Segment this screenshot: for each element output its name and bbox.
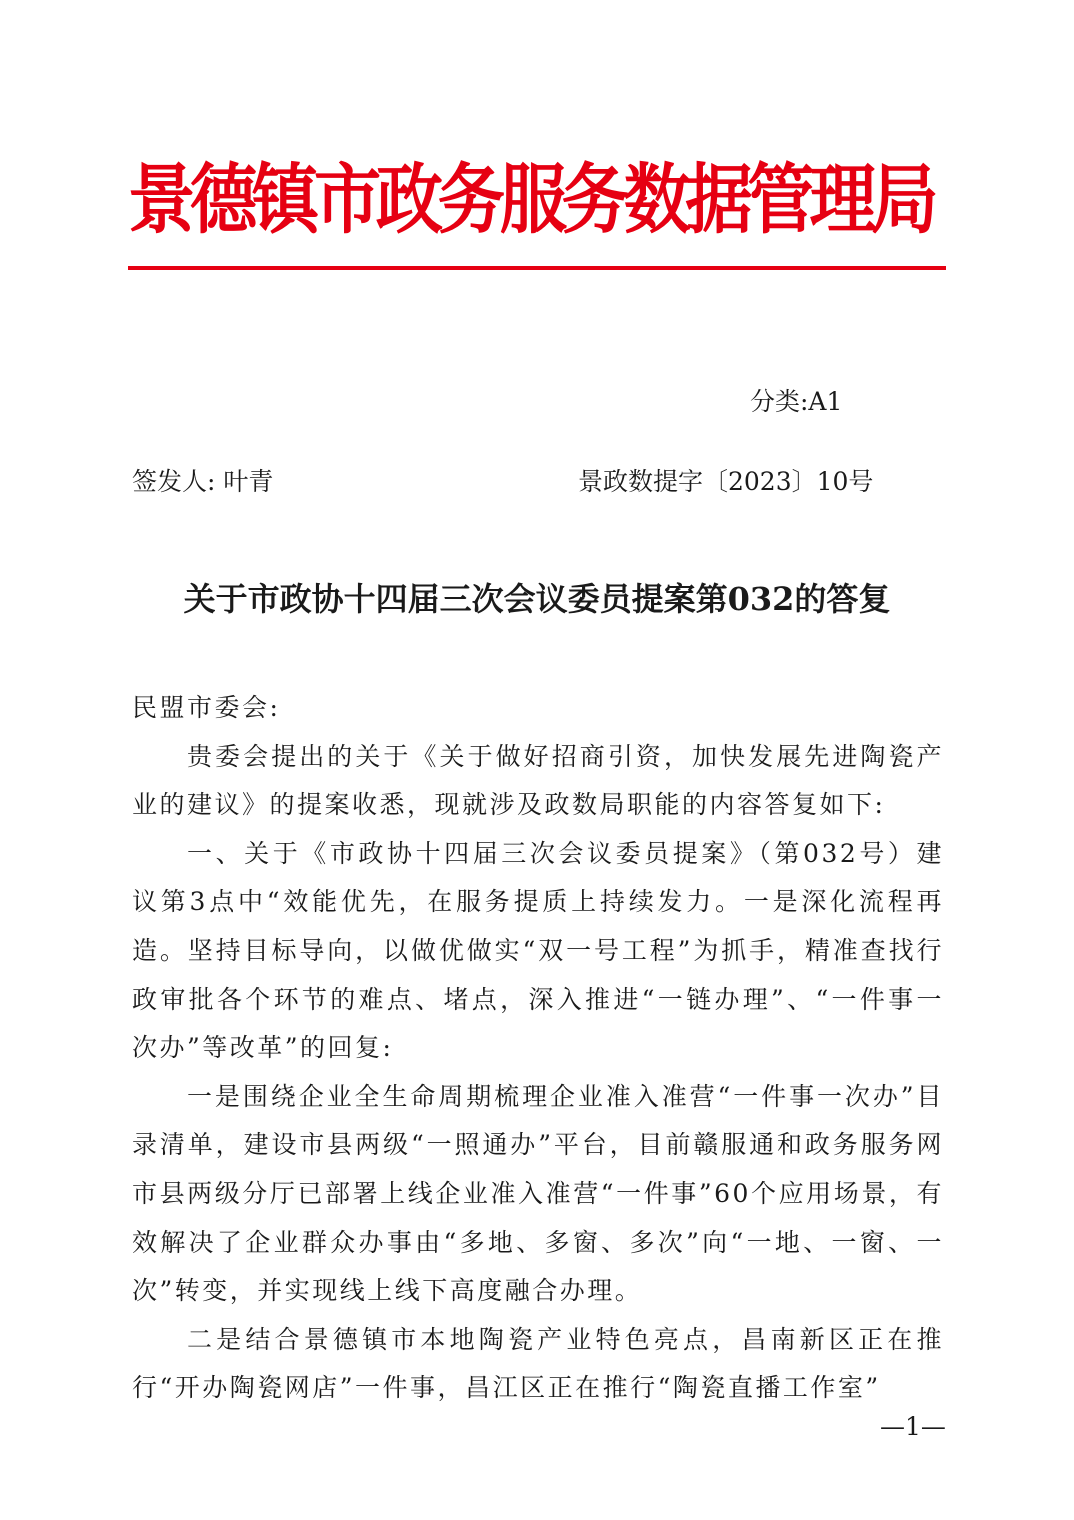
classification-label: 分类:A1 (750, 387, 843, 416)
document-title: 关于市政协十四届三次会议委员提案第032的答复 (183, 580, 891, 618)
agency-name-header: 景德镇市政务服务数据管理局 (128, 155, 934, 244)
body-paragraph: 一是围绕企业全生命周期梳理企业准入准营“一件事一次办”目录清单，建设市县两级“一照通办”平台，目前赣服通和政务服务网市县两级分厅已部署上线企业准入准营“一件事”60个应用场景，有效解决了企业群众办事由“多地、多窗、多次”向“一地、一窗、一次”转变，并实现线上线下高度融合办理。 (132, 1081, 944, 1306)
body-paragraph: 贵委会提出的关于《关于做好招商引资，加快发展先进陶瓷产业的建议》的提案收悉，现就涉及政数局职能的内容答复如下: (132, 741, 944, 820)
salutation: 民盟市委会: (132, 693, 281, 722)
page-number: —1— (880, 1412, 946, 1441)
body-paragraph: 一、关于《市政协十四届三次会议委员提案》（第032号）建议第3点中“效能优先，在服务提质上持续发力。一是深化流程再造。坚持目标导向，以做优做实“双一号工程”为抓手，精准查找行政审批各个环节的难点、堵点，深入推进“一链办理”、“一件事一次办”等改革”的回复: (132, 838, 944, 1063)
signer-label: 签发人: 叶青 (132, 467, 274, 496)
document-body (132, 684, 944, 1413)
document-number: 景政数提字〔2023〕10号 (578, 467, 874, 496)
body-paragraph: 二是结合景德镇市本地陶瓷产业特色亮点，昌南新区正在推行“开办陶瓷网店”一件事，昌江区正在推行“陶瓷直播工作室” (132, 1324, 944, 1403)
red-header-rule (128, 266, 946, 270)
